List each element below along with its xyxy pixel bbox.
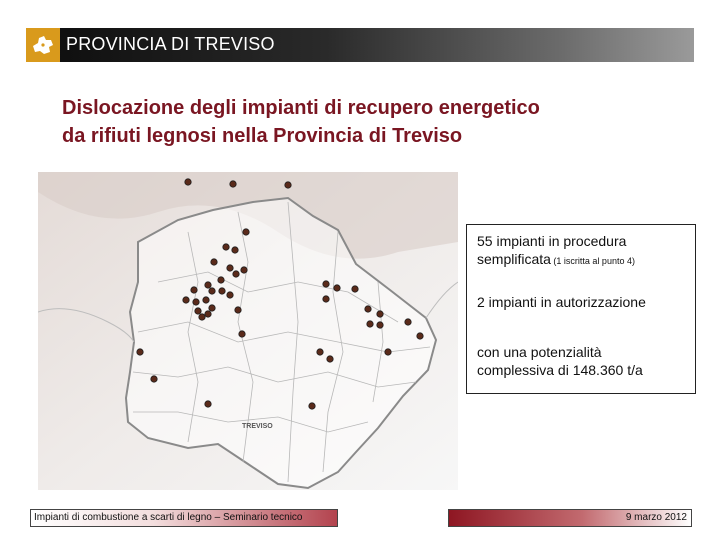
plant-marker [365,306,371,312]
plant-marker [327,356,333,362]
plant-marker [209,288,215,294]
plant-marker [377,322,383,328]
province-map [38,172,458,490]
plant-marker [239,331,245,337]
plant-marker [219,288,225,294]
plant-marker [385,349,391,355]
plant-marker [235,307,241,313]
plant-marker [352,286,358,292]
info-line-2-main: semplificata [477,251,551,267]
map-canvas [38,172,458,490]
plant-marker [137,349,143,355]
plant-marker [227,265,233,271]
footer-date: 9 marzo 2012 [448,509,692,527]
plant-marker [205,311,211,317]
plant-marker [377,311,383,317]
plant-marker [193,299,199,305]
plant-marker [243,229,249,235]
header-bar [26,28,694,62]
plant-marker [417,333,423,339]
plant-marker [230,181,236,187]
plant-marker [185,179,191,185]
slide-title-line-1: Dislocazione degli impianti di recupero energetico [62,97,540,119]
plant-marker [227,292,233,298]
footer-left: Impianti di combustione a scarti di legno – Seminario tecnico [30,509,338,527]
plant-marker [205,401,211,407]
info-line-2 [477,251,635,270]
slide-title [62,94,682,150]
plant-marker [405,319,411,325]
plant-marker [367,321,373,327]
plant-marker [232,247,238,253]
plant-marker [209,305,215,311]
info-box [466,224,696,394]
plant-marker [218,277,224,283]
header-title: PROVINCIA DI TREVISO [66,34,275,54]
plant-marker [199,314,205,320]
plant-marker [151,376,157,382]
plant-marker [191,287,197,293]
plant-marker [203,297,209,303]
plant-marker [223,244,229,250]
province-shape-icon [30,32,56,58]
info-line-4: con una potenzialità [477,344,602,360]
plant-marker [323,296,329,302]
plant-marker [323,281,329,287]
plant-marker [241,267,247,273]
info-line-5: complessiva di 148.360 t/a [477,362,643,378]
plant-marker [334,285,340,291]
plant-marker [233,271,239,277]
plant-marker [205,282,211,288]
info-line-3: 2 impianti in autorizzazione [477,294,646,310]
plant-marker [211,259,217,265]
plant-marker [183,297,189,303]
info-line-1: 55 impianti in procedura [477,233,627,249]
plant-marker [309,403,315,409]
plant-marker [195,308,201,314]
slide-title-line-2: da rifiuti legnosi nella Provincia di Treviso [62,125,463,147]
plant-marker [317,349,323,355]
plant-marker [285,182,291,188]
info-line-2-note: (1 iscritta al punto 4) [550,256,635,266]
province-logo [26,28,60,62]
city-label-treviso: TREVISO [242,423,273,430]
